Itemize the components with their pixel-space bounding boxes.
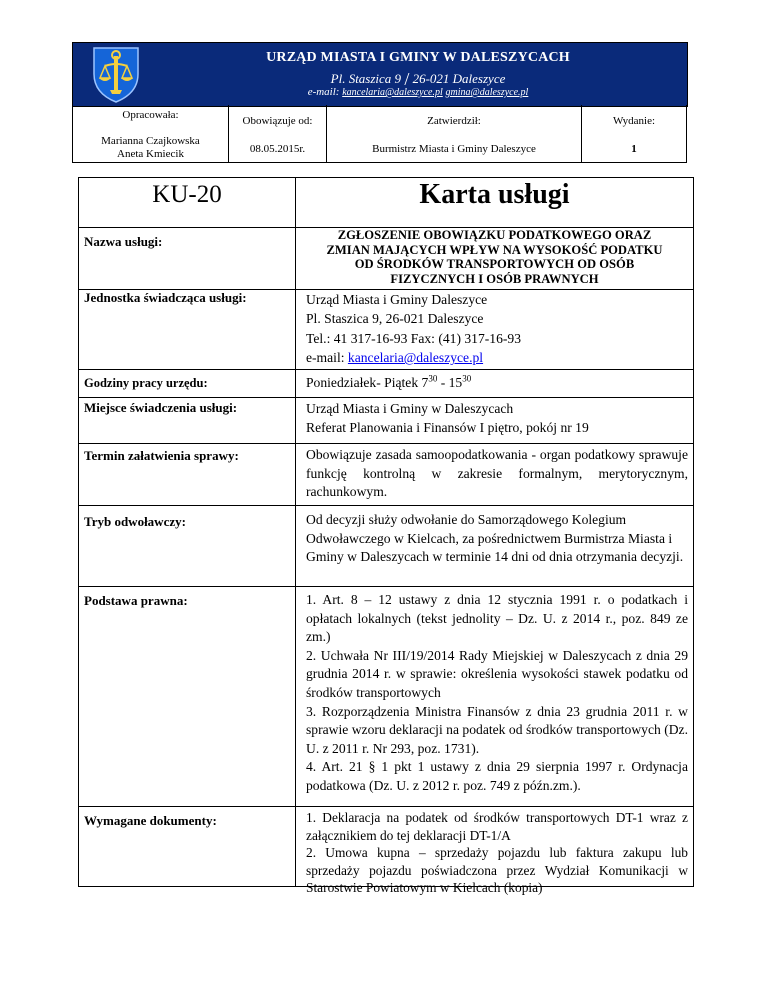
card-title: Karta usługi: [419, 179, 570, 210]
approved-value: Burmistrz Miasta i Gminy Daleszyce: [372, 143, 536, 155]
appeal-value: Od decyzji służy odwołanie do Samorządowego Kolegium Odwoławczego w Kielcach, za pośrednictwem Burmistrza Miasta i Gminy w Daleszycach w terminie 14 dni od dnia otrzymania decyzji.: [306, 512, 684, 564]
office-title: URZĄD MIASTA I GMINY W DALESZYCACH: [266, 50, 570, 65]
appeal-label: Tryb odwoławczy:: [84, 514, 186, 529]
coat-of-arms-icon: [88, 44, 144, 104]
place-label: Miejsce świadczenia usługi:: [84, 400, 238, 415]
unit-value: Urząd Miasta i Gminy Daleszyce Pl. Staszica 9, 26-021 Daleszyce Tel.: 41 317-16-93 Fax: (41) 317-16-93 e-mail: kancelaria@daleszyce.pl: [306, 292, 522, 366]
legal-value: 1. Art. 8 – 12 ustawy z dnia 12 stycznia 1991 r. o podatkach i opłatach lokalnych (tekst jednolity – Dz. U. z 2014 r., poz. 849 ze zm.) 2. Uchwała Nr III/19/2014 Rady Miejskiej w Daleszycach z dnia 29 grudnia 2014 r. w sprawie: określenia wysokości stawek podatku od środków transportowych 3. Rozporządzenia Ministra Finansów z dnia 23 grudnia 2011 r. w sprawie wzoru deklaracji na podatek od środków transportowych (Dz. U. z 2011 r. Nr 293, poz. 1731). 4. Art. 21 § 1 pkt 1 ustawy z dnia 29 sierpnia 1997 r. Ordynacja podatkowa (Dz. U. z 2012 r. poz. 749 z późn.zm.).: [306, 592, 688, 793]
edition-label: Wydanie:: [612, 115, 656, 127]
email-link-gmina[interactable]: gmina@daleszyce.pl: [445, 87, 529, 98]
valid-from-value: 08.05.2015r.: [249, 143, 306, 155]
edition-value: 1: [631, 143, 637, 155]
legal-label: Podstawa prawna:: [84, 593, 188, 608]
service-name-value: ZGŁOSZENIE OBOWIĄZKU PODATKOWEGO ORAZ ZMIAN MAJĄCYCH WPŁYW NA WYSOKOŚĆ PODATKU OD ŚRODKÓW TRANSPORTOWYCH OD OSÓB FIZYCZNYCH I OSÓB PRAWNYCH: [326, 228, 663, 286]
hours-label: Godziny pracy urzędu:: [84, 376, 208, 390]
documents-value: 1. Deklaracja na podatek od środków transportowych DT-1 wraz z załącznikiem do tej deklaracji DT-1/A 2. Umowa kupna – sprzedaży pojazdu lub faktura zakupu lub sprzedaży pojazdu poświadczona przez Wydział Komunikacji w Starostwie Powiatowym w Kielcach (kopia): [306, 810, 688, 895]
valid-from-label: Obowiązuje od:: [242, 115, 313, 127]
documents-label: Wymagane dokumenty:: [84, 813, 217, 828]
office-address: Pl. Staszica 9 / 26-021 Daleszyce: [330, 69, 506, 89]
service-name-label: Nazwa usługi:: [84, 234, 163, 249]
email-link-kancelaria[interactable]: kancelaria@daleszyce.pl: [342, 87, 443, 98]
place-value: Urząd Miasta i Gminy w Daleszycach Referat Planowania i Finansów I piętro, pokój nr 19: [306, 401, 589, 435]
hours-value: Poniedziałek- Piątek $7^{30} - 15^{30}$: [306, 373, 472, 390]
prepared-name-2: Aneta Kmiecik: [117, 148, 184, 160]
office-email: e-mail: kancelaria@daleszyce.pl gmina@daleszyce.pl: [307, 86, 529, 98]
card-code: KU-20: [152, 181, 222, 208]
deadline-label: Termin załatwienia sprawy:: [84, 448, 239, 463]
approved-label: Zatwierdził:: [427, 115, 481, 127]
prepared-name-1: Marianna Czajkowska: [101, 135, 200, 147]
unit-email-link[interactable]: kancelaria@daleszyce.pl: [347, 350, 484, 366]
unit-label: Jednostka świadcząca usługi:: [84, 290, 247, 305]
prepared-label: Opracowała:: [122, 109, 179, 121]
deadline-value: Obowiązuje zasada samoopodatkowania - organ podatkowy sprawuje funkcję kontrolną w zakresie formalnym, merytorycznym, rachunkowym.: [306, 447, 688, 499]
